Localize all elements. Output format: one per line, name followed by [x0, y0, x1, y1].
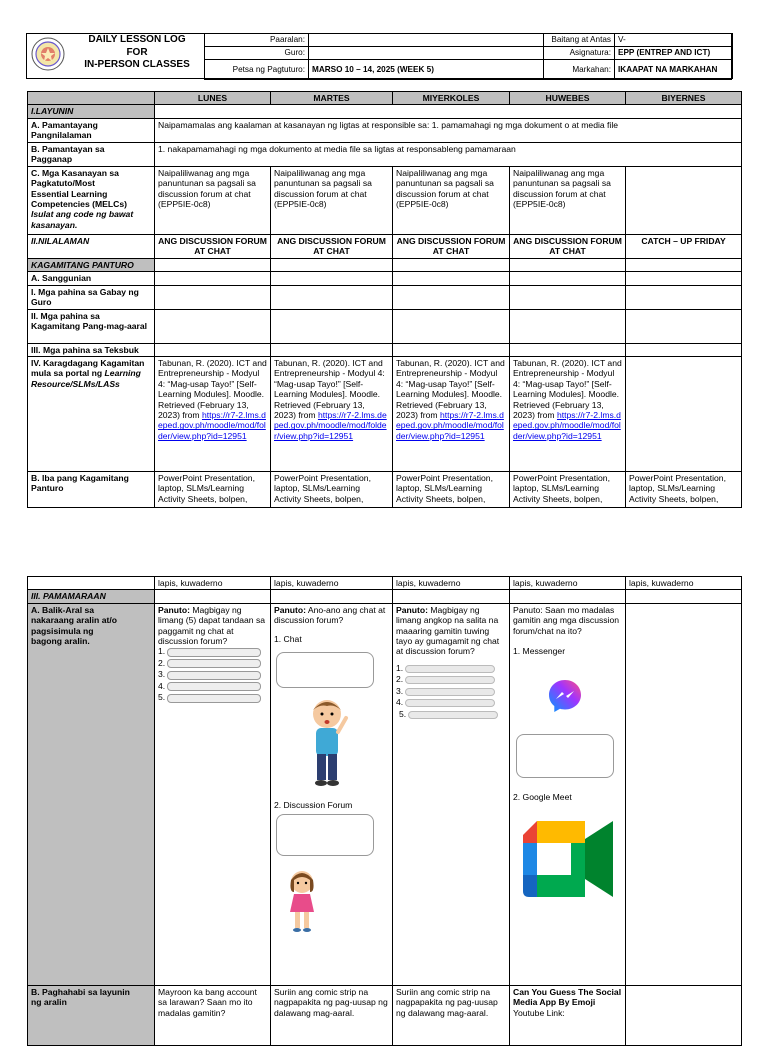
day-lunes: LUNES: [155, 92, 271, 105]
iba-miyerkoles: PowerPoint Presentation, laptop, SLMs/Learning Activity Sheets, bolpen,: [393, 472, 510, 508]
list-item: 5.: [158, 692, 267, 704]
markahan-label: Markahan:: [544, 60, 615, 80]
list-item: 1.: [158, 646, 267, 658]
iba-martes: PowerPoint Presentation, laptop, SLMs/Learning Activity Sheets, bolpen,: [271, 472, 393, 508]
reference-text: Tabunan, R. (2020). ICT and Entrepreneurship - Modyul 4: “Mag-usap Tayo!” [Self-Learning Modules]. Moodle. Retrieved (February 13, 2023) from: [274, 358, 385, 421]
answer-box[interactable]: [405, 688, 495, 696]
reference-miyerkoles: [393, 357, 510, 472]
corner-cell: [28, 92, 155, 105]
list-item: 1.: [396, 663, 506, 675]
list-item: 2.: [158, 658, 267, 670]
kasanayan-note: Isulat ang code ng bawat kasanayan.: [31, 209, 134, 230]
youtube-link-label: Youtube Link:: [513, 1007, 565, 1018]
paghahabi-huwebes: [510, 985, 626, 1045]
petsa-value: MARSO 10 – 14, 2025 (WEEK 5): [309, 60, 544, 80]
layunin-heading: I.LAYUNIN: [28, 105, 155, 118]
kagamitang-mag-aaral-label: II. Mga pahina sa Kagamitang Pang-mag-aaral: [28, 309, 155, 343]
paghahabi-miyerkoles: Suriin ang comic strip na nagpapakita ng pag-uusap ng dalawang mag-aaral.: [393, 985, 510, 1045]
karagdagan-label-text: IV. Karagdagang Kagamitan mula sa portal ng: [31, 358, 145, 379]
asignatura-label: Asignatura:: [544, 47, 615, 60]
layunin-empty: [155, 105, 742, 118]
panuto-bold: Panuto:: [158, 604, 190, 615]
answer-box[interactable]: [167, 671, 261, 680]
forum-speech-bubble: [276, 814, 374, 856]
iba-cont-lunes: lapis, kuwaderno: [155, 577, 271, 590]
reference-lunes: [155, 357, 271, 472]
log-title: [72, 34, 202, 72]
balik-aral-label: A. Balik-Aral sa nakaraang aralin at/o pagsisimula ng bagong aralin.: [28, 603, 155, 985]
answer-box[interactable]: [167, 694, 261, 703]
nilalaman-martes: ANG DISCUSSION FORUM AT CHAT: [271, 234, 393, 258]
paghahabi-label: B. Paghahabi sa layunin ng aralin: [28, 985, 155, 1045]
reference-link[interactable]: https://r7-2.lms.deped.gov.ph/moodle/mod/folder/view.php?id=12951: [158, 410, 266, 441]
balik-aral-biyernes: [626, 603, 742, 985]
nilalaman-huwebes: ANG DISCUSSION FORUM AT CHAT: [510, 234, 626, 258]
iba-kagamitan-label: B. Iba pang Kagamitang Panturo: [28, 472, 155, 508]
messenger-icon: [547, 678, 583, 714]
messenger-label: 1. Messenger: [513, 646, 566, 657]
answer-box[interactable]: [405, 676, 495, 684]
guess-app-title: Can You Guess The Social Media App By Emoji: [513, 986, 622, 1008]
panuto-bold: Panuto:: [274, 604, 306, 615]
iba-biyernes: PowerPoint Presentation, laptop, SLMs/Learning Activity Sheets, bolpen,: [626, 472, 742, 508]
kasanayan-label-text: C. Mga Kasanayan sa Pagkatuto/Most Essential Learning Competencies (MELCs): [31, 167, 127, 210]
baitang-label: Baitang at Antas: [544, 34, 615, 47]
panuto-text: Ano-ano ang chat at discussion forum?: [274, 604, 386, 626]
reference-link[interactable]: https://r7-2.lms.deped.gov.ph/moodle/mod/folder/view.php?id=12951: [513, 410, 621, 441]
chat-label: 1. Chat: [274, 633, 302, 644]
answer-box[interactable]: [167, 648, 261, 657]
asignatura-value: EPP (ENTREP AND ICT): [615, 47, 732, 60]
discussion-forum-label: 2. Discussion Forum: [274, 800, 353, 811]
paaralan-field[interactable]: [309, 34, 544, 47]
nilalaman-lunes: ANG DISCUSSION FORUM AT CHAT: [155, 234, 271, 258]
panuto-text: Magbigay ng limang (5) dapat tandaan sa paggamit ng chat at discussion forum?: [158, 604, 266, 647]
panuto-text: Panuto: Saan mo madalas gamitin ang mga discussion forum/chat na ito?: [513, 604, 620, 636]
chat-speech-bubble: [276, 652, 374, 688]
list-item: 5.: [396, 709, 506, 721]
reference-link[interactable]: https://r7-2.lms.deped.gov.ph/moodle/mod/folder/view.php?id=12951: [396, 410, 504, 441]
answer-list-miyerkoles: [396, 663, 506, 721]
continued-label: [28, 577, 155, 590]
title-line-3: IN-PERSON CLASSES: [84, 59, 190, 70]
iba-cont-biyernes: lapis, kuwaderno: [626, 577, 742, 590]
answer-box[interactable]: [405, 665, 495, 673]
lesson-table-page2: [27, 576, 742, 1046]
messenger-speech-bubble: [516, 734, 614, 778]
sanggunian-label: A. Sanggunian: [28, 272, 155, 285]
baitang-value: V-: [615, 34, 732, 47]
day-biyernes: BIYERNES: [626, 92, 742, 105]
list-item: 3.: [396, 686, 506, 698]
paghahabi-lunes: Mayroon ka bang account sa larawan? Saan mo ito madalas gamitin?: [155, 985, 271, 1045]
answer-box[interactable]: [408, 711, 498, 719]
header-table-left: [204, 33, 544, 80]
list-item: 4.: [158, 681, 267, 693]
pamantayan-pagganap-text: 1. nakapamamahagi ng mga dokumento at media file sa ligtas at responsableng pamamaraan: [155, 142, 742, 166]
paaralan-label: Paaralan:: [205, 34, 309, 47]
pamantayang-label: A. Pamantayang Pangnilalaman: [28, 118, 155, 142]
reference-link[interactable]: https://r7-2.lms.deped.gov.ph/moodle/mod/folder/view.php?id=12951: [274, 410, 387, 441]
reference-text: Tabunan, R. (2020). ICT and Entrepreneurship - Modyul 4: “Mag-usap Tayo!” [Self-Learning Modules]. Moodle. Retrieved (February 13, 2023) from: [396, 358, 505, 421]
kasanayan-biyernes: [626, 166, 742, 234]
nilalaman-miyerkoles: ANG DISCUSSION FORUM AT CHAT: [393, 234, 510, 258]
kasanayan-miyerkoles: Naipaliliwanag ang mga panuntunan sa pagsali sa discussion forum at chat (EPP5IE-0c8): [393, 166, 510, 234]
girl-thinking-illustration: [282, 868, 322, 934]
kasanayan-huwebes: Naipaliliwanag ang mga panuntunan sa pagsali sa discussion forum at chat (EPP5IE-0c8): [510, 166, 626, 234]
reference-text: Tabunan, R. (2020). ICT and Entrepreneurship - Modyul 4: “Mag-usap Tayo!” [Self-Learning Modules]. Moodle. Retrieved (February 13, 2023) from: [513, 358, 622, 421]
iba-huwebes: PowerPoint Presentation, laptop, SLMs/Learning Activity Sheets, bolpen,: [510, 472, 626, 508]
reference-martes: [271, 357, 393, 472]
reference-text: Tabunan, R. (2020). ICT and Entrepreneurship - Modyul 4: “Mag-usap Tayo!” [Self-Learning Modules]. Moodle. Retrieved (February 13, 2023) from: [158, 358, 267, 421]
balik-aral-huwebes: [510, 603, 626, 985]
answer-box[interactable]: [167, 659, 261, 668]
pamantayan-pagganap-label: B. Pamantayan sa Pagganap: [28, 142, 155, 166]
karagdagan-label-italic: Learning Resource/SLMs/LASs: [31, 368, 141, 389]
panuto-text: Magbigay ng limang angkop na salita na maaaring gamitin tuwing tayo ay gumagamit ng chat at discussion forum?: [396, 604, 500, 657]
guro-label: Guro:: [205, 47, 309, 60]
guro-field[interactable]: [309, 47, 544, 60]
pamamaraan-heading: III. PAMAMARAAN: [28, 590, 155, 603]
teksbuk-label: III. Mga pahina sa Teksbuk: [28, 343, 155, 356]
title-line-2: FOR: [126, 46, 148, 58]
panuto-bold: Panuto:: [396, 604, 428, 615]
list-item: 3.: [158, 669, 267, 681]
title-line-1: DAILY LESSON LOG: [88, 34, 186, 45]
google-meet-icon: [523, 821, 615, 897]
list-item: 2.: [396, 674, 506, 686]
reference-biyernes: [626, 357, 742, 472]
petsa-label: Petsa ng Pagtuturo:: [205, 60, 309, 80]
balik-aral-miyerkoles: [393, 603, 510, 985]
day-martes: MARTES: [271, 92, 393, 105]
nilalaman-label: II.NILALAMAN: [28, 234, 155, 258]
balik-aral-martes: [271, 603, 393, 985]
boy-thinking-illustration: [302, 694, 352, 794]
answer-box[interactable]: [167, 682, 261, 691]
kasanayan-lunes: Naipaliliwanag ang mga panuntunan sa pagsali sa discussion forum at chat (EPP5IE-0c8): [155, 166, 271, 234]
kagamitan-heading: KAGAMITANG PANTURO: [28, 258, 155, 271]
gabay-label: I. Mga pahina sa Gabay ng Guro: [28, 285, 155, 309]
markahan-value: IKAAPAT NA MARKAHAN: [615, 60, 732, 80]
iba-cont-miyerkoles: lapis, kuwaderno: [393, 577, 510, 590]
paghahabi-martes: Suriin ang comic strip na nagpapakita ng pag-uusap ng dalawang mag-aaral.: [271, 985, 393, 1045]
kasanayan-martes: Naipaliliwanag ang mga panuntunan sa pagsali sa discussion forum at chat (EPP5IE-0c8): [271, 166, 393, 234]
lesson-table-page1: [27, 91, 742, 508]
nilalaman-biyernes: CATCH – UP FRIDAY: [626, 234, 742, 258]
balik-aral-lunes: [155, 603, 271, 985]
google-meet-label: 2. Google Meet: [513, 792, 572, 803]
answer-box[interactable]: [405, 699, 495, 707]
kasanayan-label: [28, 166, 155, 234]
pamantayang-text: Naipamamalas ang kaalaman at kasanayan ng ligtas at responsible sa: 1. pamamahagi ng mga dokument o at media file: [155, 118, 742, 142]
karagdagan-label: [28, 357, 155, 472]
iba-cont-huwebes: lapis, kuwaderno: [510, 577, 626, 590]
answer-list-lunes: [158, 646, 267, 704]
reference-huwebes: [510, 357, 626, 472]
paghahabi-biyernes: [626, 985, 742, 1045]
list-item: 4.: [396, 697, 506, 709]
day-miyerkoles: MIYERKOLES: [393, 92, 510, 105]
day-huwebes: HUWEBES: [510, 92, 626, 105]
iba-cont-martes: lapis, kuwaderno: [271, 577, 393, 590]
iba-lunes: PowerPoint Presentation, laptop, SLMs/Learning Activity Sheets, bolpen,: [155, 472, 271, 508]
header-table-right: [543, 33, 732, 80]
